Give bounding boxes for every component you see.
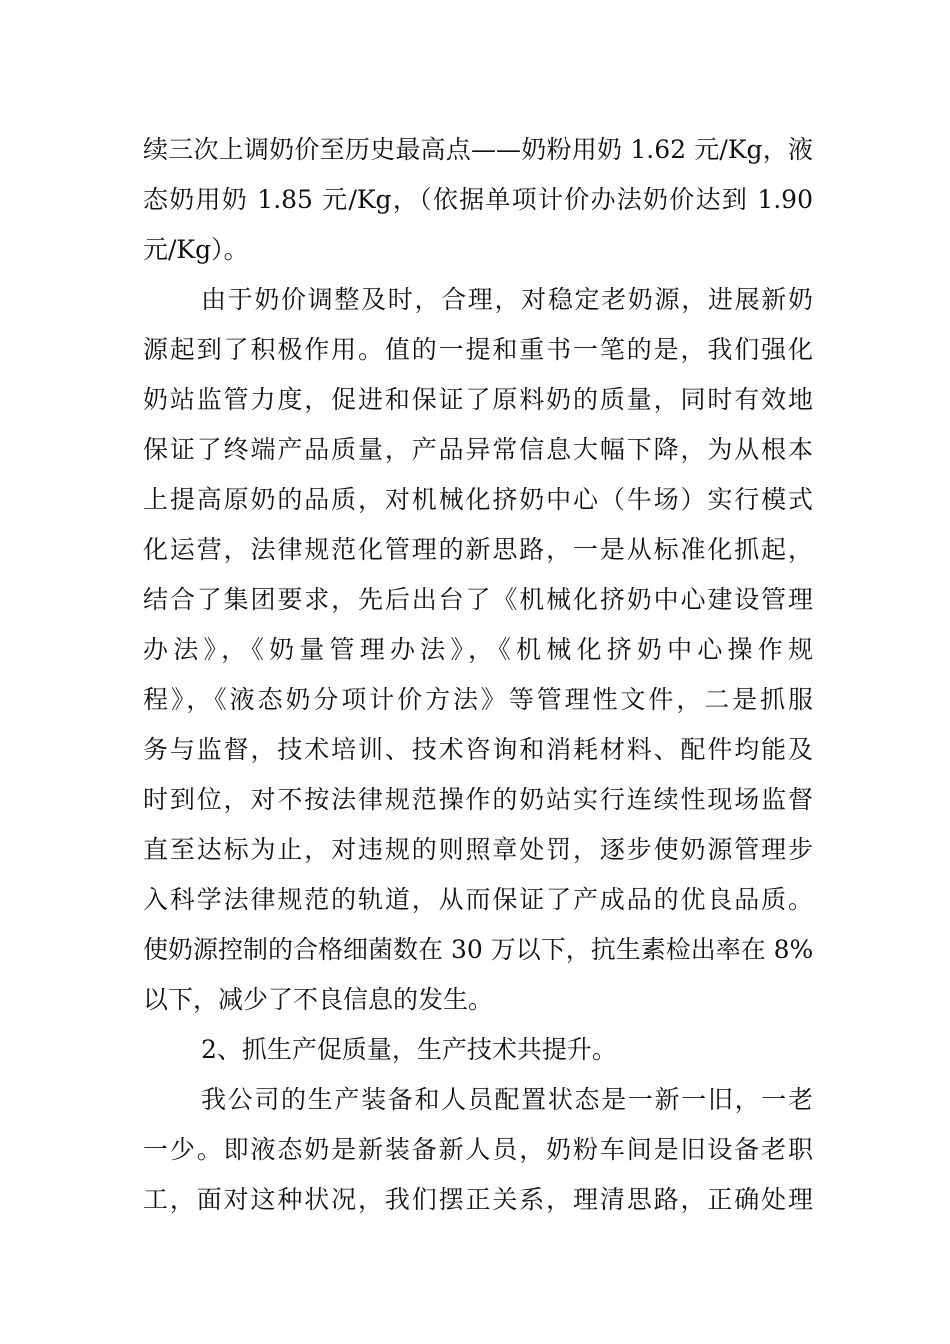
text-line: 保证了终端产品质量，产品异常信息大幅下降，为从根本 xyxy=(143,435,813,464)
text-line: 上提高原奶的品质，对机械化挤奶中心（牛场）实行模式 xyxy=(143,485,813,514)
text-line: 务与监督，技术培训、技术咨询和消耗材料、配件均能及 xyxy=(143,735,813,764)
text-line: 以下，减少了不良信息的发生。 xyxy=(143,985,494,1014)
text-line: 时到位，对不按法律规范操作的奶站实行连续性现场监督 xyxy=(143,785,813,814)
text-line: 程》，《液态奶分项计价方法》等管理性文件，二是抓服 xyxy=(143,685,813,714)
text-line: 一少。即液态奶是新装备新人员，奶粉车间是旧设备老职 xyxy=(143,1135,813,1164)
text-line: 续三次上调奶价至历史最高点——奶粉用奶 1.62 元/Kg，液 xyxy=(143,135,813,164)
text-line: 态奶用奶 1.85 元/Kg，（依据单项计价办法奶价达到 1.90 xyxy=(143,185,813,214)
text-line: 办法》，《奶量管理办法》，《机械化挤奶中心操作规 xyxy=(143,635,813,664)
text-line: 入科学法律规范的轨道，从而保证了产成品的优良品质。 xyxy=(143,885,813,914)
section-heading: 2、抓生产促质量，生产技术共提升。 xyxy=(201,1035,617,1064)
text-line: 结合了集团要求，先后出台了《机械化挤奶中心建设管理 xyxy=(143,585,813,614)
paragraph-start-line: 我公司的生产装备和人员配置状态是一新一旧，一老 xyxy=(201,1085,813,1114)
text-line: 工，面对这种状况，我们摆正关系，理清思路，正确处理 xyxy=(143,1185,813,1214)
text-line: 使奶源控制的合格细菌数在 30 万以下，抗生素检出率在 8% xyxy=(143,935,813,964)
text-line: 元/Kg）。 xyxy=(143,235,249,264)
text-line: 源起到了积极作用。值的一提和重书一笔的是，我们强化 xyxy=(143,335,813,364)
text-line: 化运营，法律规范化管理的新思路，一是从标准化抓起， xyxy=(143,535,813,564)
text-line: 奶站监管力度，促进和保证了原料奶的质量，同时有效地 xyxy=(143,385,813,414)
text-line: 直至达标为止，对违规的则照章处罚，逐步使奶源管理步 xyxy=(143,835,813,864)
paragraph-start-line: 由于奶价调整及时，合理，对稳定老奶源，进展新奶 xyxy=(201,285,813,314)
